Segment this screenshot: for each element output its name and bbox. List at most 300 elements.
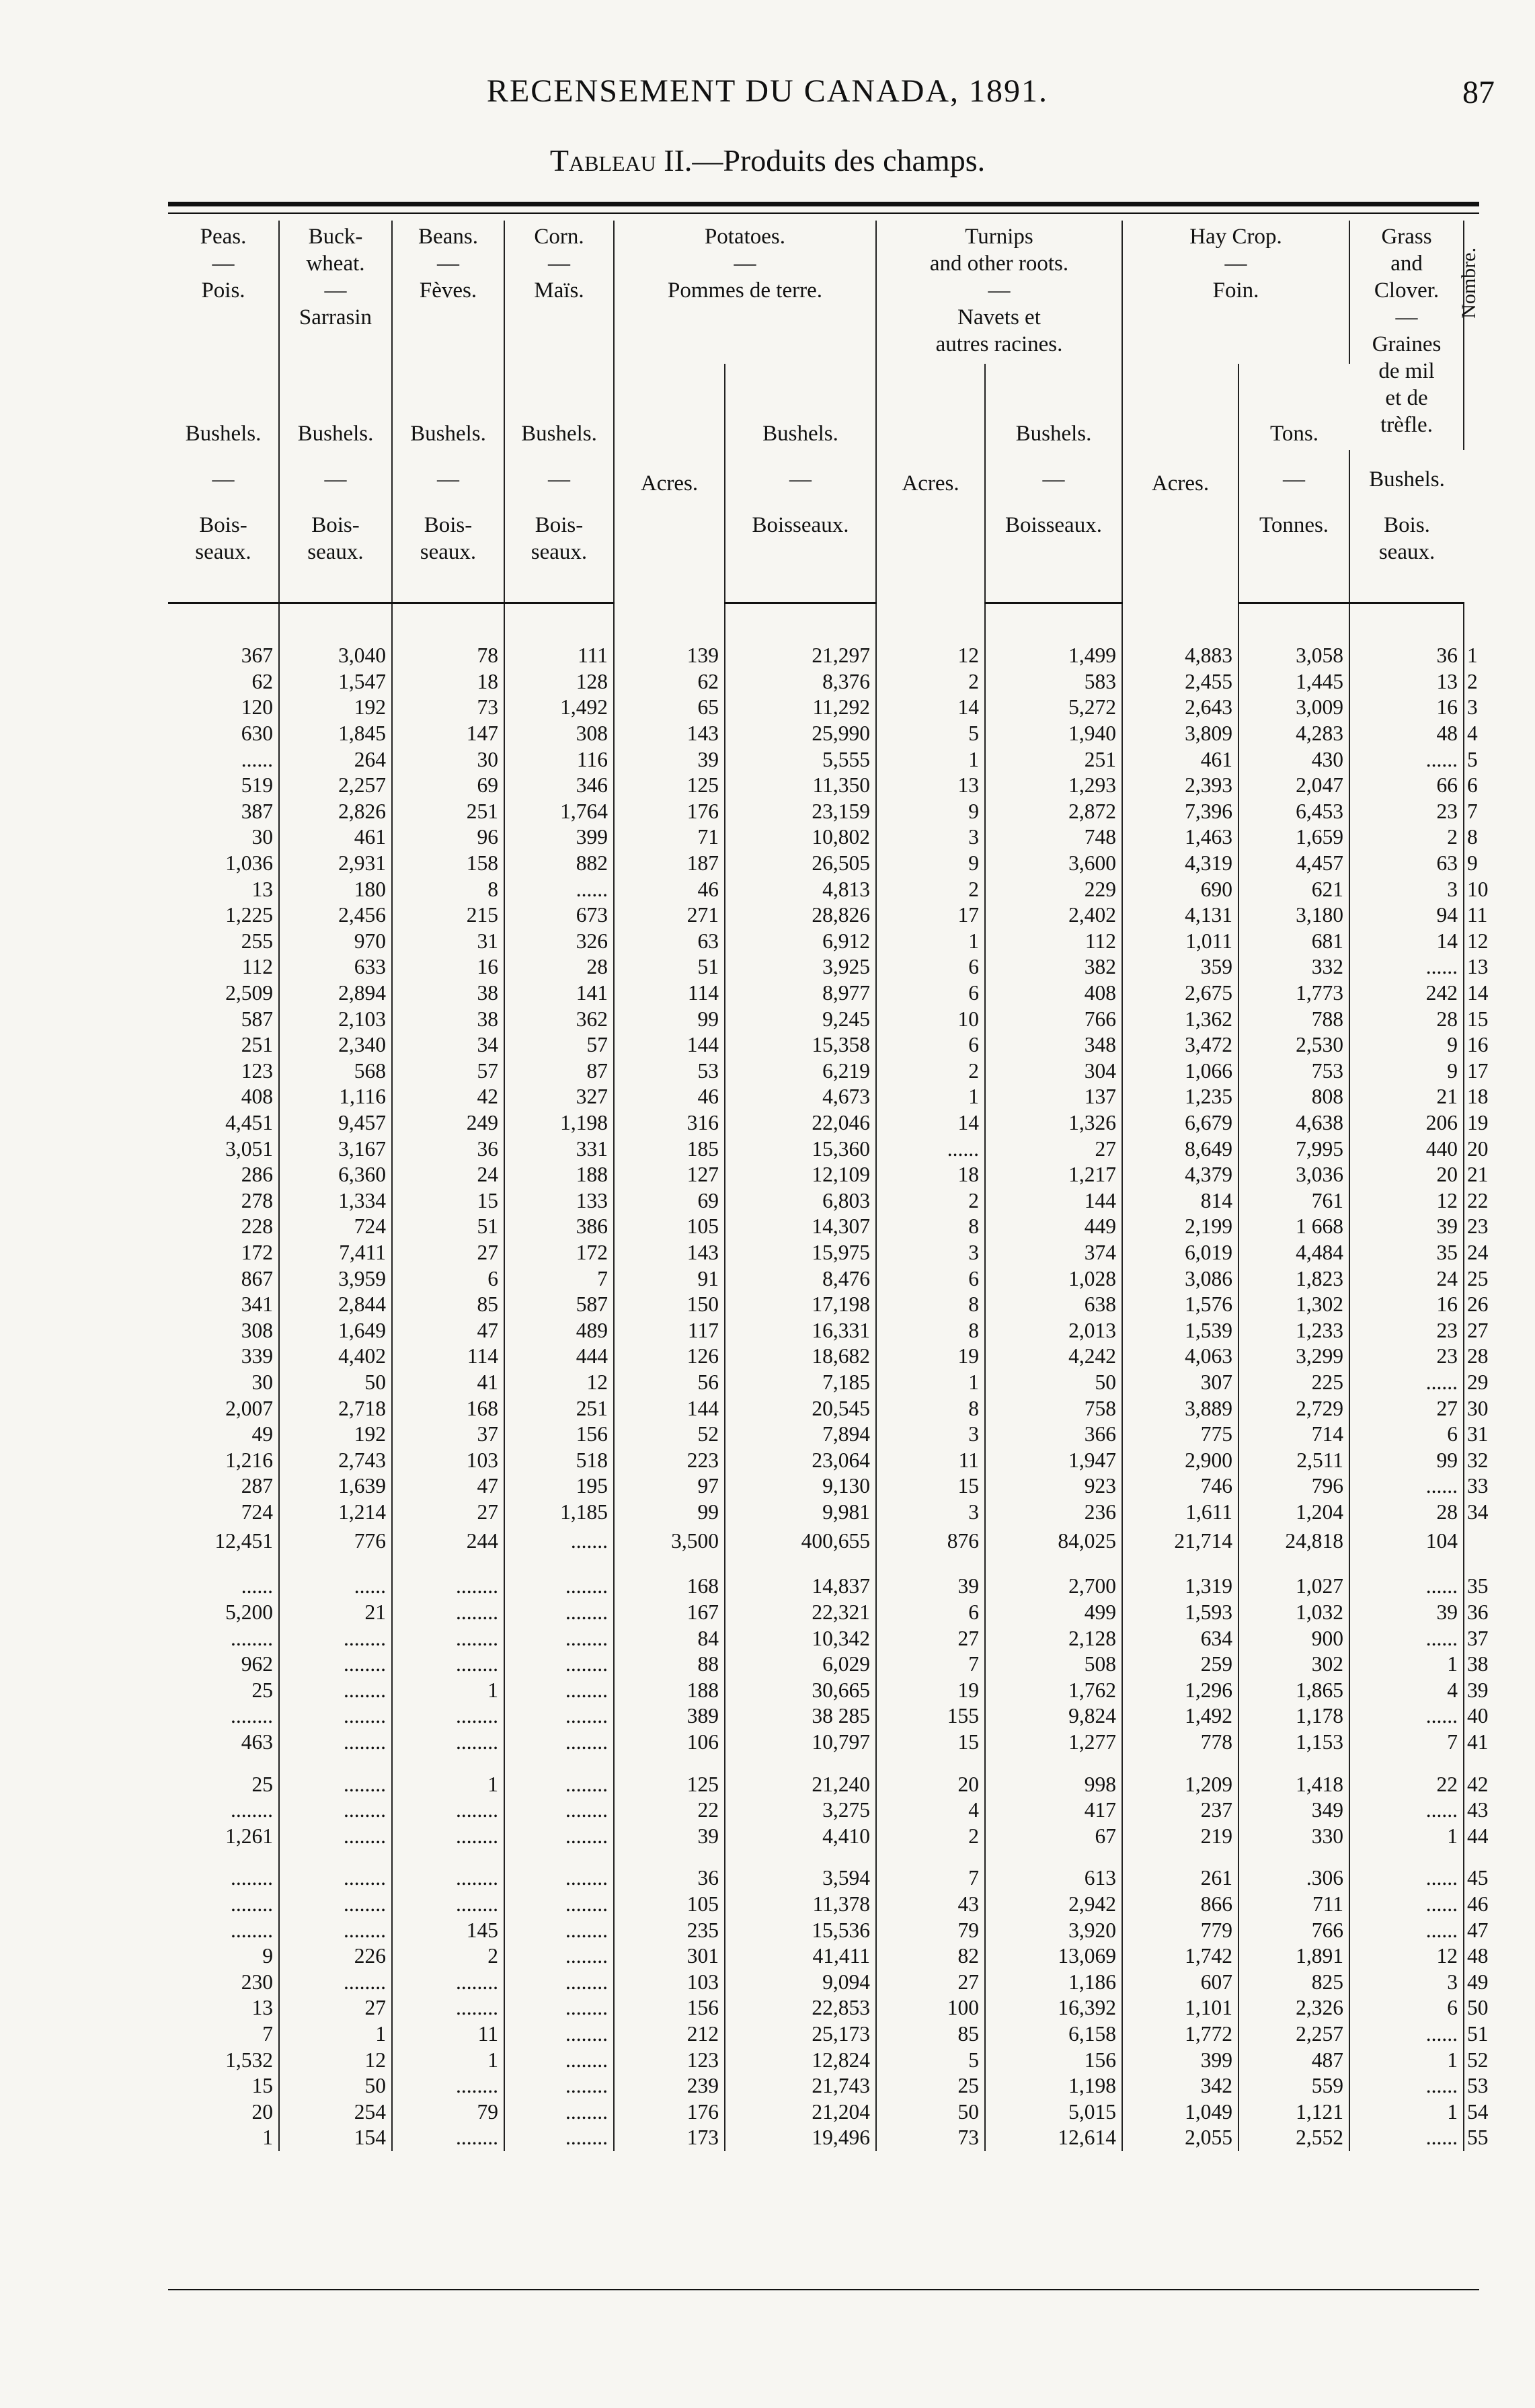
cell-beans: 57 (392, 1058, 504, 1085)
cell-hay-tons: 2,047 (1238, 773, 1349, 799)
cell-grass: 27 (1349, 1395, 1464, 1422)
cell-turnips-bushels: 16,392 (985, 1995, 1122, 2021)
cell-potatoes-bushels: 4,673 (725, 1084, 876, 1110)
spacer-cell (876, 1849, 985, 1865)
cell-beans: 73 (392, 695, 504, 721)
table-row (168, 824, 1479, 851)
cell-beans: 8 (392, 876, 504, 902)
table-row (168, 1447, 1479, 1473)
cell-buckwheat: 1 (279, 2021, 392, 2048)
cell-turnips-acres: 2 (876, 1058, 985, 1085)
cell-hay-tons: 3,036 (1238, 1162, 1349, 1188)
cell-row-number: 34 (1467, 1500, 1489, 1524)
cell-turnips-acres: 3 (876, 1422, 985, 1448)
cell-grass: ...... (1349, 1574, 1464, 1600)
cell-corn: ........ (504, 1970, 614, 1996)
cell-hay-acres: 1,209 (1122, 1771, 1238, 1797)
cell-grass: 66 (1349, 773, 1464, 799)
cell-grass: 440 (1349, 1136, 1464, 1162)
cell-beans: 168 (392, 1395, 504, 1422)
cell-peas: ........ (168, 1703, 279, 1730)
cell-corn: 673 (504, 902, 614, 929)
table-row (168, 1652, 1479, 1678)
spacer-cell (392, 603, 504, 644)
cell-potatoes-bushels: 9,981 (725, 1500, 876, 1526)
cell-turnips-acres: 2 (876, 1824, 985, 1850)
cell-hay-acres: 775 (1122, 1422, 1238, 1448)
cell-turnips-acres: 1 (876, 929, 985, 955)
cell-hay-tons: 796 (1238, 1473, 1349, 1500)
cell-peas: ........ (168, 1892, 279, 1918)
table-row (168, 643, 1479, 669)
cell-turnips-acres: 27 (876, 1625, 985, 1652)
cell-beans: 38 (392, 1006, 504, 1032)
cell-hay-acres: 3,809 (1122, 721, 1238, 747)
cell-turnips-acres: 2 (876, 1188, 985, 1214)
cell-turnips-bushels: 1,028 (985, 1266, 1122, 1292)
cell-corn: ........ (504, 2021, 614, 2048)
cell-potatoes-acres: 150 (614, 1292, 725, 1318)
cell-beans: 38 (392, 980, 504, 1007)
cell-potatoes-acres: 22 (614, 1797, 725, 1824)
cell-corn: ........ (504, 2047, 614, 2073)
cell-peas: 251 (168, 1032, 279, 1058)
cell-grass: 13 (1349, 669, 1464, 695)
cell-potatoes-acres: 69 (614, 1188, 725, 1214)
cell-hay-acres: 2,675 (1122, 980, 1238, 1007)
cell-potatoes-acres: 167 (614, 1600, 725, 1626)
cell-row-number: 52 (1467, 2048, 1489, 2072)
cell-peas: 278 (168, 1188, 279, 1214)
cell-row-number: 3 (1467, 695, 1478, 720)
cell-turnips-bushels: 304 (985, 1058, 1122, 1085)
top-rule-thin (168, 212, 1479, 214)
cell-peas: 255 (168, 929, 279, 955)
cell-corn: ........ (504, 1652, 614, 1678)
cell-row-number: 18 (1467, 1085, 1489, 1109)
buckwheat-dash: — (279, 450, 392, 509)
cell-grass: 23 (1349, 1344, 1464, 1370)
cell-row-number: 50 (1467, 1996, 1489, 2020)
cell-buckwheat: 2,456 (279, 902, 392, 929)
table-row (168, 1370, 1479, 1396)
cell-potatoes-acres: 212 (614, 2021, 725, 2048)
cell-turnips-acres: 7 (876, 1652, 985, 1678)
cell-potatoes-bushels: 15,536 (725, 1917, 876, 1943)
cell-potatoes-acres: 168 (614, 1574, 725, 1600)
cell-potatoes-bushels: 12,109 (725, 1162, 876, 1188)
cell-peas: 367 (168, 643, 279, 669)
cell-peas: 9 (168, 1943, 279, 1970)
cell-turnips-bushels: 638 (985, 1292, 1122, 1318)
cell-row-number: 37 (1467, 1626, 1489, 1650)
cell-potatoes-bushels: 15,975 (725, 1240, 876, 1266)
cell-row-number: 6 (1467, 773, 1478, 798)
cell-row-number: 42 (1467, 1772, 1489, 1796)
cell-potatoes-bushels: 7,894 (725, 1422, 876, 1448)
cell-peas: 172 (168, 1240, 279, 1266)
cell-hay-tons: 711 (1238, 1892, 1349, 1918)
turnips-unit-en: Bushels. (985, 364, 1122, 450)
cell-row-number: 20 (1467, 1136, 1489, 1161)
cell-row-number: 48 (1467, 1944, 1489, 1968)
table-row (168, 1214, 1479, 1240)
cell-beans: 2 (392, 1943, 504, 1970)
cell-turnips-acres: 20 (876, 1771, 985, 1797)
spacer-cell (725, 1849, 876, 1865)
table-row (168, 1730, 1479, 1756)
beans-header: Beans. — Fèves. (392, 221, 504, 364)
total-row-number (1464, 1525, 1479, 1557)
cell-peas: ........ (168, 1625, 279, 1652)
cell-hay-acres: 1,539 (1122, 1317, 1238, 1344)
spacer-row (168, 1849, 1479, 1865)
cell-corn: 331 (504, 1136, 614, 1162)
total-potatoes-acres: 3,500 (614, 1525, 725, 1557)
cell-grass: ...... (1349, 1797, 1464, 1824)
cell-turnips-bushels: 236 (985, 1500, 1122, 1526)
cell-corn: 1,198 (504, 1110, 614, 1136)
cell-turnips-acres: 19 (876, 1344, 985, 1370)
subtitle-prefix: Tableau (549, 143, 656, 178)
cell-turnips-bushels: 67 (985, 1824, 1122, 1850)
total-peas: 12,451 (168, 1525, 279, 1557)
cell-turnips-acres: 27 (876, 1970, 985, 1996)
cell-potatoes-bushels: 22,321 (725, 1600, 876, 1626)
cell-buckwheat: ........ (279, 1652, 392, 1678)
cell-turnips-acres: 155 (876, 1703, 985, 1730)
cell-turnips-bushels: 613 (985, 1865, 1122, 1892)
cell-corn: 326 (504, 929, 614, 955)
corn-dash: — (504, 450, 614, 509)
cell-potatoes-acres: 173 (614, 2125, 725, 2151)
cell-row-number: 31 (1467, 1422, 1489, 1446)
cell-potatoes-bushels: 22,046 (725, 1110, 876, 1136)
cell-potatoes-bushels: 21,204 (725, 2099, 876, 2125)
cell-potatoes-bushels: 16,331 (725, 1317, 876, 1344)
spacer-cell (876, 1755, 985, 1771)
cell-potatoes-acres: 127 (614, 1162, 725, 1188)
cell-row-number: 54 (1467, 2099, 1489, 2124)
cell-turnips-acres: 9 (876, 851, 985, 877)
cell-potatoes-bushels: 21,240 (725, 1771, 876, 1797)
cell-corn: 12 (504, 1370, 614, 1396)
cell-buckwheat: 461 (279, 824, 392, 851)
spacer-cell (168, 1755, 279, 1771)
cell-hay-tons: 7,995 (1238, 1136, 1349, 1162)
spacer-cell (168, 603, 279, 644)
cell-peas: 123 (168, 1058, 279, 1085)
cell-hay-acres: 2,393 (1122, 773, 1238, 799)
page-number: 87 (1462, 75, 1495, 110)
cell-corn: 156 (504, 1422, 614, 1448)
cell-peas: 25 (168, 1771, 279, 1797)
cell-beans: 69 (392, 773, 504, 799)
table-row (168, 773, 1479, 799)
cell-buckwheat: 3,959 (279, 1266, 392, 1292)
cell-potatoes-bushels: 26,505 (725, 851, 876, 877)
cell-row-number: 41 (1467, 1730, 1489, 1754)
cell-buckwheat: 1,845 (279, 721, 392, 747)
cell-row-number: 45 (1467, 1866, 1489, 1890)
cell-row-number: 33 (1467, 1474, 1489, 1498)
cell-buckwheat: 50 (279, 1370, 392, 1396)
table-row (168, 1422, 1479, 1448)
cell-hay-tons: 1,823 (1238, 1266, 1349, 1292)
cell-hay-acres: 359 (1122, 954, 1238, 980)
cell-turnips-bushels: 112 (985, 929, 1122, 955)
table-row (168, 876, 1479, 902)
potatoes-acres: Acres. (614, 364, 725, 603)
cell-potatoes-bushels: 38 285 (725, 1703, 876, 1730)
cell-peas: 228 (168, 1214, 279, 1240)
cell-grass: 7 (1349, 1730, 1464, 1756)
cell-peas: ........ (168, 1797, 279, 1824)
cell-hay-tons: 1,773 (1238, 980, 1349, 1007)
cell-buckwheat: 192 (279, 1422, 392, 1448)
cell-potatoes-bushels: 3,925 (725, 954, 876, 980)
cell-turnips-acres: 12 (876, 643, 985, 669)
cell-beans: ........ (392, 1865, 504, 1892)
cell-buckwheat: ........ (279, 1824, 392, 1850)
cell-grass: ...... (1349, 1703, 1464, 1730)
cell-turnips-acres: 14 (876, 1110, 985, 1136)
cell-hay-tons: 4,484 (1238, 1240, 1349, 1266)
grass-unit-fr: Bois. seaux. (1349, 509, 1464, 603)
cell-corn: ........ (504, 1995, 614, 2021)
cell-buckwheat: 2,103 (279, 1006, 392, 1032)
cell-peas: 287 (168, 1473, 279, 1500)
cell-potatoes-bushels: 41,411 (725, 1943, 876, 1970)
cell-potatoes-acres: 123 (614, 2047, 725, 2073)
cell-hay-acres: 3,086 (1122, 1266, 1238, 1292)
cell-grass: 24 (1349, 1266, 1464, 1292)
cell-grass: 20 (1349, 1162, 1464, 1188)
cell-beans: 42 (392, 1084, 504, 1110)
buckwheat-unit-fr: Bois- seaux. (279, 509, 392, 603)
cell-row-number: 47 (1467, 1918, 1489, 1942)
cell-corn: 386 (504, 1214, 614, 1240)
cell-potatoes-acres: 71 (614, 824, 725, 851)
cell-grass: 1 (1349, 1652, 1464, 1678)
cell-grass: 28 (1349, 1006, 1464, 1032)
cell-row-number: 22 (1467, 1188, 1489, 1212)
cell-turnips-acres: 50 (876, 2099, 985, 2125)
cell-potatoes-acres: 316 (614, 1110, 725, 1136)
cell-potatoes-bushels: 9,094 (725, 1970, 876, 1996)
table-row (168, 1678, 1479, 1704)
cell-grass: 22 (1349, 1771, 1464, 1797)
cell-turnips-acres: 100 (876, 1995, 985, 2021)
cell-hay-tons: 2,326 (1238, 1995, 1349, 2021)
cell-corn: 133 (504, 1188, 614, 1214)
cell-corn: ........ (504, 1943, 614, 1970)
cell-hay-tons: 1,659 (1238, 824, 1349, 851)
cell-potatoes-bushels: 14,307 (725, 1214, 876, 1240)
cell-turnips-bushels: 998 (985, 1771, 1122, 1797)
cell-buckwheat: ........ (279, 1892, 392, 1918)
cell-hay-tons: 766 (1238, 1917, 1349, 1943)
cell-hay-tons: 808 (1238, 1084, 1349, 1110)
cell-hay-tons: 1,032 (1238, 1600, 1349, 1626)
cell-corn: 346 (504, 773, 614, 799)
total-row (168, 1525, 1479, 1557)
cell-turnips-acres: 25 (876, 2073, 985, 2099)
cell-grass: 2 (1349, 824, 1464, 851)
cell-potatoes-acres: 301 (614, 1943, 725, 1970)
cell-beans: 30 (392, 746, 504, 773)
cell-turnips-bushels: 12,614 (985, 2125, 1122, 2151)
cell-turnips-acres: 3 (876, 824, 985, 851)
cell-hay-tons: 2,729 (1238, 1395, 1349, 1422)
cell-buckwheat: 2,718 (279, 1395, 392, 1422)
cell-potatoes-bushels: 7,185 (725, 1370, 876, 1396)
cell-turnips-acres: 14 (876, 695, 985, 721)
cell-peas: 308 (168, 1317, 279, 1344)
cell-peas: 587 (168, 1006, 279, 1032)
cell-turnips-bushels: 13,069 (985, 1943, 1122, 1970)
cell-hay-acres: 1,362 (1122, 1006, 1238, 1032)
nombre-header: Nombre. (1458, 247, 1481, 319)
cell-turnips-bushels: 1,326 (985, 1110, 1122, 1136)
cell-corn: ........ (504, 2099, 614, 2125)
cell-grass: 23 (1349, 1317, 1464, 1344)
cell-turnips-acres: 10 (876, 1006, 985, 1032)
cell-beans: 1 (392, 2047, 504, 2073)
cell-turnips-acres: 4 (876, 1797, 985, 1824)
cell-turnips-bushels: 1,940 (985, 721, 1122, 747)
cell-row-number: 24 (1467, 1240, 1489, 1264)
cell-peas: 339 (168, 1344, 279, 1370)
table-row (168, 1574, 1479, 1600)
cell-beans: ........ (392, 1730, 504, 1756)
table-row (168, 1317, 1479, 1344)
cell-peas: ........ (168, 1865, 279, 1892)
cell-peas: 286 (168, 1162, 279, 1188)
cell-turnips-acres: 13 (876, 773, 985, 799)
cell-hay-acres: 2,900 (1122, 1447, 1238, 1473)
cell-peas: 15 (168, 2073, 279, 2099)
cell-peas: 1,036 (168, 851, 279, 877)
cell-row-number: 49 (1467, 1970, 1489, 1994)
cell-peas: 519 (168, 773, 279, 799)
cell-buckwheat: 633 (279, 954, 392, 980)
corn-unit-fr: Bois- seaux. (504, 509, 614, 603)
cell-potatoes-bushels: 9,245 (725, 1006, 876, 1032)
cell-grass: ...... (1349, 2073, 1464, 2099)
table-row (168, 1136, 1479, 1162)
cell-row-number: 43 (1467, 1798, 1489, 1822)
cell-beans: ........ (392, 1652, 504, 1678)
cell-grass: ...... (1349, 1892, 1464, 1918)
table-row (168, 2099, 1479, 2125)
cell-beans: ........ (392, 1970, 504, 1996)
cell-turnips-bushels: 766 (985, 1006, 1122, 1032)
cell-beans: ........ (392, 2073, 504, 2099)
cell-peas: 62 (168, 669, 279, 695)
cell-potatoes-acres: 62 (614, 669, 725, 695)
cell-corn: ........ (504, 1797, 614, 1824)
table-row (168, 902, 1479, 929)
cell-corn: ........ (504, 1917, 614, 1943)
cell-hay-tons: 3,299 (1238, 1344, 1349, 1370)
grass-unit-en: Bushels. (1369, 467, 1445, 492)
cell-buckwheat: 154 (279, 2125, 392, 2151)
cell-potatoes-bushels: 6,912 (725, 929, 876, 955)
cell-buckwheat: 4,402 (279, 1344, 392, 1370)
table-row (168, 1473, 1479, 1500)
cell-beans: ........ (392, 1600, 504, 1626)
cell-beans: 249 (392, 1110, 504, 1136)
cell-peas: 962 (168, 1652, 279, 1678)
spacer-cell (168, 1849, 279, 1865)
cell-hay-acres: 8,649 (1122, 1136, 1238, 1162)
cell-peas: 13 (168, 876, 279, 902)
cell-hay-tons: 1 668 (1238, 1214, 1349, 1240)
cell-row-number: 5 (1467, 747, 1478, 771)
cell-buckwheat: 2,826 (279, 799, 392, 825)
cell-corn: 195 (504, 1473, 614, 1500)
cell-beans: ........ (392, 1797, 504, 1824)
cell-turnips-acres: 2 (876, 876, 985, 902)
cell-buckwheat: 1,334 (279, 1188, 392, 1214)
cell-beans: 18 (392, 669, 504, 695)
cell-row-number: 30 (1467, 1396, 1489, 1420)
table-row (168, 746, 1479, 773)
grass-header: Grass and Clover. — Graines de mil et de trèfle. (1349, 221, 1464, 450)
cell-buckwheat: ........ (279, 1703, 392, 1730)
cell-buckwheat: 27 (279, 1995, 392, 2021)
cell-potatoes-acres: 235 (614, 1917, 725, 1943)
cell-beans: 36 (392, 1136, 504, 1162)
cell-corn: 111 (504, 643, 614, 669)
cell-corn: 518 (504, 1447, 614, 1473)
cell-hay-acres: 1,296 (1122, 1678, 1238, 1704)
cell-turnips-bushels: 3,600 (985, 851, 1122, 877)
cell-grass: 94 (1349, 902, 1464, 929)
cell-hay-acres: 1,101 (1122, 1995, 1238, 2021)
table-row (168, 1943, 1479, 1970)
cell-turnips-acres: 17 (876, 902, 985, 929)
cell-buckwheat: 12 (279, 2047, 392, 2073)
cell-buckwheat: ........ (279, 1970, 392, 1996)
cell-turnips-acres: 15 (876, 1473, 985, 1500)
cell-beans: 37 (392, 1422, 504, 1448)
cell-beans: 24 (392, 1162, 504, 1188)
cell-beans: 114 (392, 1344, 504, 1370)
cell-hay-tons: 3,058 (1238, 643, 1349, 669)
cell-beans: ........ (392, 1625, 504, 1652)
cell-grass: 16 (1349, 1292, 1464, 1318)
cell-beans: 85 (392, 1292, 504, 1318)
spacer-cell (1122, 1557, 1238, 1574)
cell-beans: 15 (392, 1188, 504, 1214)
spacer-cell (985, 1755, 1122, 1771)
cell-potatoes-bushels: 4,813 (725, 876, 876, 902)
cell-potatoes-bushels: 25,173 (725, 2021, 876, 2048)
cell-buckwheat: 724 (279, 1214, 392, 1240)
turnips-dash: — (985, 450, 1122, 509)
cell-buckwheat: 970 (279, 929, 392, 955)
table-row (168, 929, 1479, 955)
cell-beans: 51 (392, 1214, 504, 1240)
cell-grass: 21 (1349, 1084, 1464, 1110)
cell-hay-acres: 1,049 (1122, 2099, 1238, 2125)
spacer-cell (725, 1755, 876, 1771)
cell-hay-acres: 1,011 (1122, 929, 1238, 955)
cell-hay-acres: 4,379 (1122, 1162, 1238, 1188)
cell-buckwheat: 9,457 (279, 1110, 392, 1136)
